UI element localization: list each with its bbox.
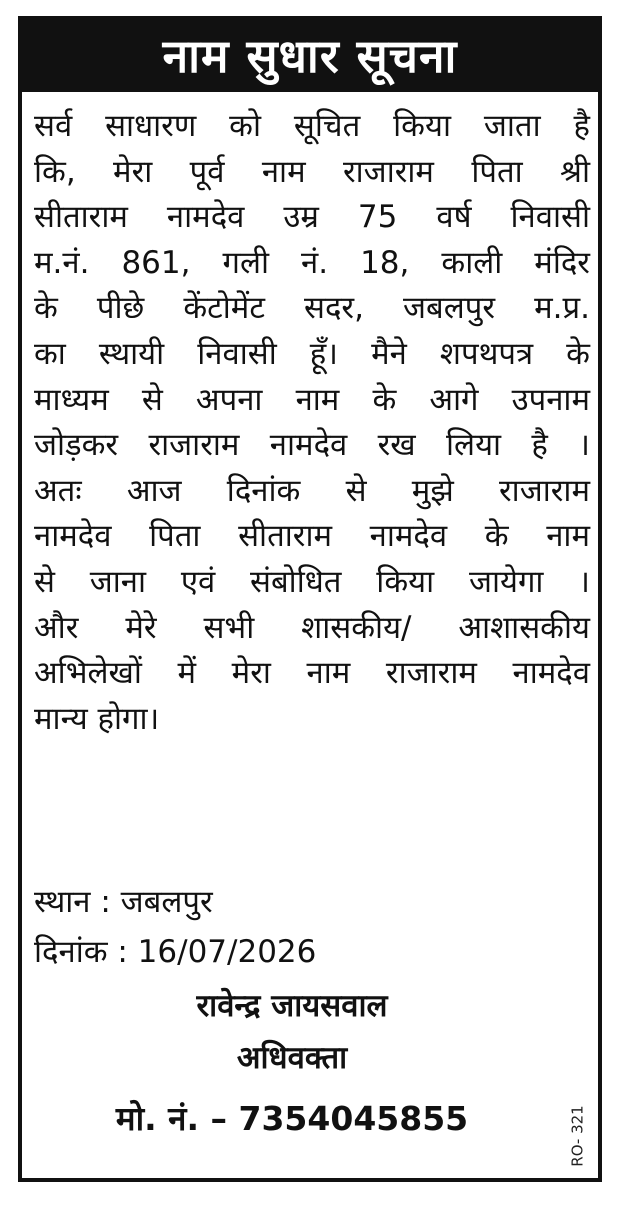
notice-line-2: कि, मेरा पूर्व नाम राजाराम पिता श्री: [34, 153, 590, 190]
notice-body: [34, 104, 590, 742]
signatory-mobile: मो. नं. – 7354045855: [115, 1099, 469, 1138]
date-line: दिनांक : 16/07/2026: [34, 934, 317, 970]
notice-line-13: अभिलेखों में मेरा नाम राजाराम नामदेव: [34, 655, 590, 692]
notice-line-4: म.नं. 861, गली नं. 18, काली मंदिर: [34, 244, 590, 281]
notice-line-6: का स्थायी निवासी हूँ। मैने शपथपत्र के: [34, 335, 590, 372]
notice-line-3: सीताराम नामदेव उम्र 75 वर्ष निवासी: [34, 199, 590, 236]
ro-code-text: RO- 321: [569, 1105, 587, 1167]
place-line: स्थान : जबलपुर: [34, 884, 213, 920]
signatory-designation: अधिवक्ता: [236, 1040, 348, 1076]
signatory-name: रावेन्द्र जायसवाल: [196, 988, 388, 1024]
notice-line-8: जोड़कर राजाराम नामदेव रख लिया है ।: [34, 427, 590, 464]
notice-line-11: से जाना एवं संबोधित किया जायेगा ।: [34, 563, 590, 600]
notice-line-12: और मेरे सभी शासकीय/ आशासकीय: [34, 609, 590, 646]
notice-title: नाम सुधार सूचना: [162, 29, 458, 83]
notice-line-5: के पीछे केंटोमेंट सदर, जबलपुर म.प्र.: [34, 290, 590, 327]
notice-line-14: मान्य होगा।: [34, 700, 160, 737]
notice-line-10: नामदेव पिता सीताराम नामदेव के नाम: [34, 518, 590, 555]
notice-header: [22, 20, 598, 92]
name-correction-notice: [18, 16, 602, 1182]
ro-code: [564, 1096, 592, 1176]
notice-line-7: माध्यम से अपना नाम के आगे उपनाम: [34, 381, 590, 418]
notice-line-1: सर्व साधारण को सूचित किया जाता है: [34, 108, 590, 144]
notice-line-9: अतः आज दिनांक से मुझे राजाराम: [34, 472, 590, 509]
